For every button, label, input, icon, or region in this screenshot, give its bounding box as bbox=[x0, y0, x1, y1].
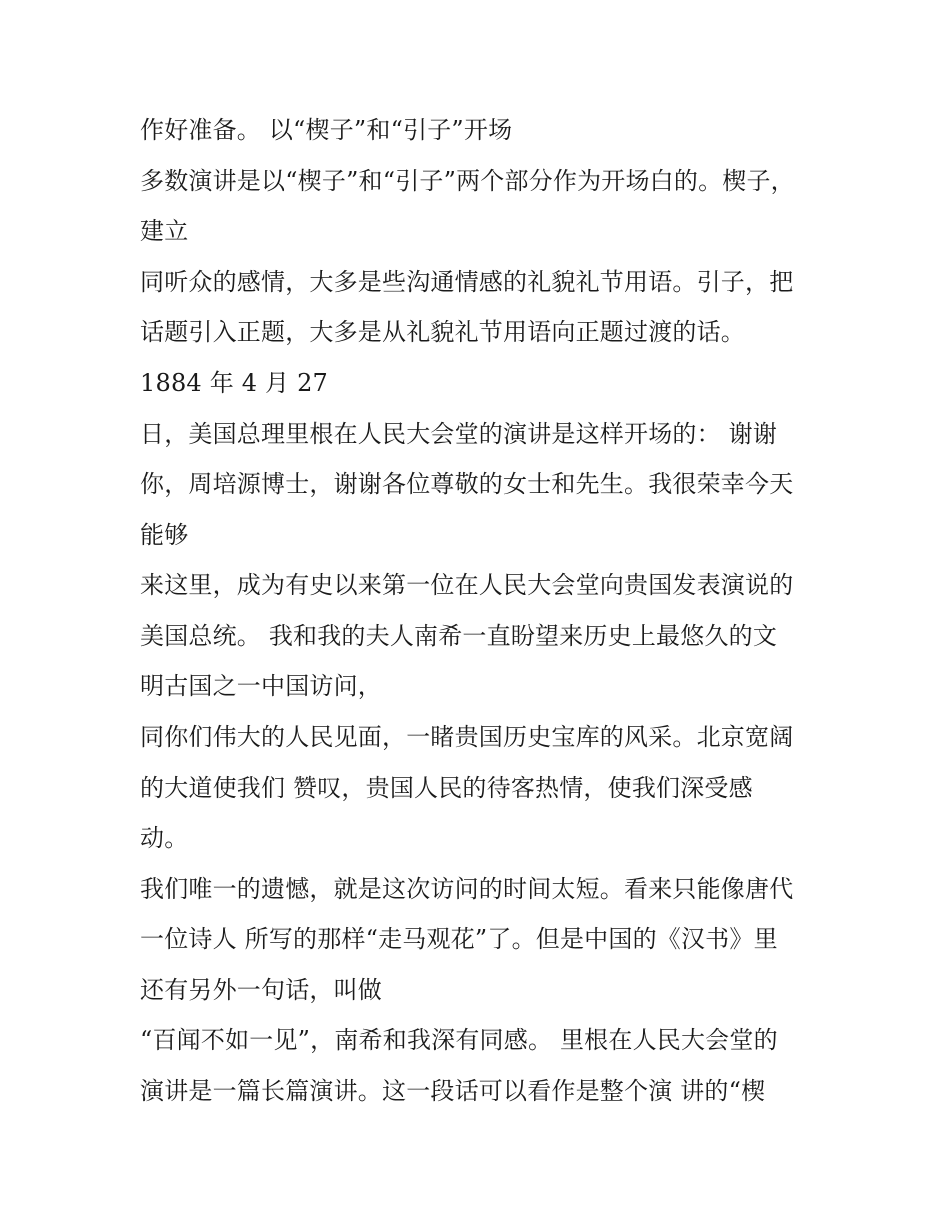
text-line: 作好准备。 以“楔子”和“引子”开场 bbox=[140, 116, 513, 144]
text-line: 能够 bbox=[140, 521, 189, 549]
text-line: 多数演讲是以“楔子”和“引子”两个部分作为开场白的。楔子， bbox=[140, 167, 795, 195]
text-line: “百闻不如一见”，南希和我深有同感。 里根在人民大会堂的 bbox=[140, 1026, 778, 1054]
text-line: 建立 bbox=[140, 217, 189, 245]
text-line: 日，美国总理里根在人民大会堂的演讲是这样开场的： 谢谢 bbox=[140, 420, 778, 448]
text-line: 同听众的感情，大多是些沟通情感的礼貌礼节用语。引子，把 bbox=[140, 268, 794, 296]
text-line: 话题引入正题，大多是从礼貌礼节用语向正题过渡的话。 bbox=[140, 318, 745, 346]
text-line: 演讲是一篇长篇演讲。这一段话可以看作是整个演 讲的“楔 bbox=[140, 1077, 766, 1105]
text-line: 同你们伟大的人民见面，一睹贵国历史宝库的风采。北京宽阔 bbox=[140, 723, 794, 751]
text-line: 我们唯一的遗憾，就是这次访问的时间太短。看来只能像唐代 bbox=[140, 875, 794, 903]
text-line: 一位诗人 所写的那样“走马观花”了。但是中国的《汉书》里 bbox=[140, 925, 778, 953]
text-line: 明古国之一中国访问， bbox=[140, 672, 382, 700]
text-line: 的大道使我们 赞叹，贵国人民的待客热情，使我们深受感 bbox=[140, 774, 753, 802]
text-line: 动。 bbox=[140, 824, 189, 852]
text-line: 你，周培源博士，谢谢各位尊敬的女士和先生。我很荣幸今天 bbox=[140, 470, 794, 498]
text-line: 来这里，成为有史以来第一位在人民大会堂向贵国发表演说的 bbox=[140, 571, 794, 599]
text-line: 美国总统。 我和我的夫人南希一直盼望来历史上最悠久的文 bbox=[140, 622, 778, 650]
text-line: 还有另外一句话，叫做 bbox=[140, 976, 382, 1004]
text-line: 1884 年 4 月 27 bbox=[140, 369, 329, 397]
